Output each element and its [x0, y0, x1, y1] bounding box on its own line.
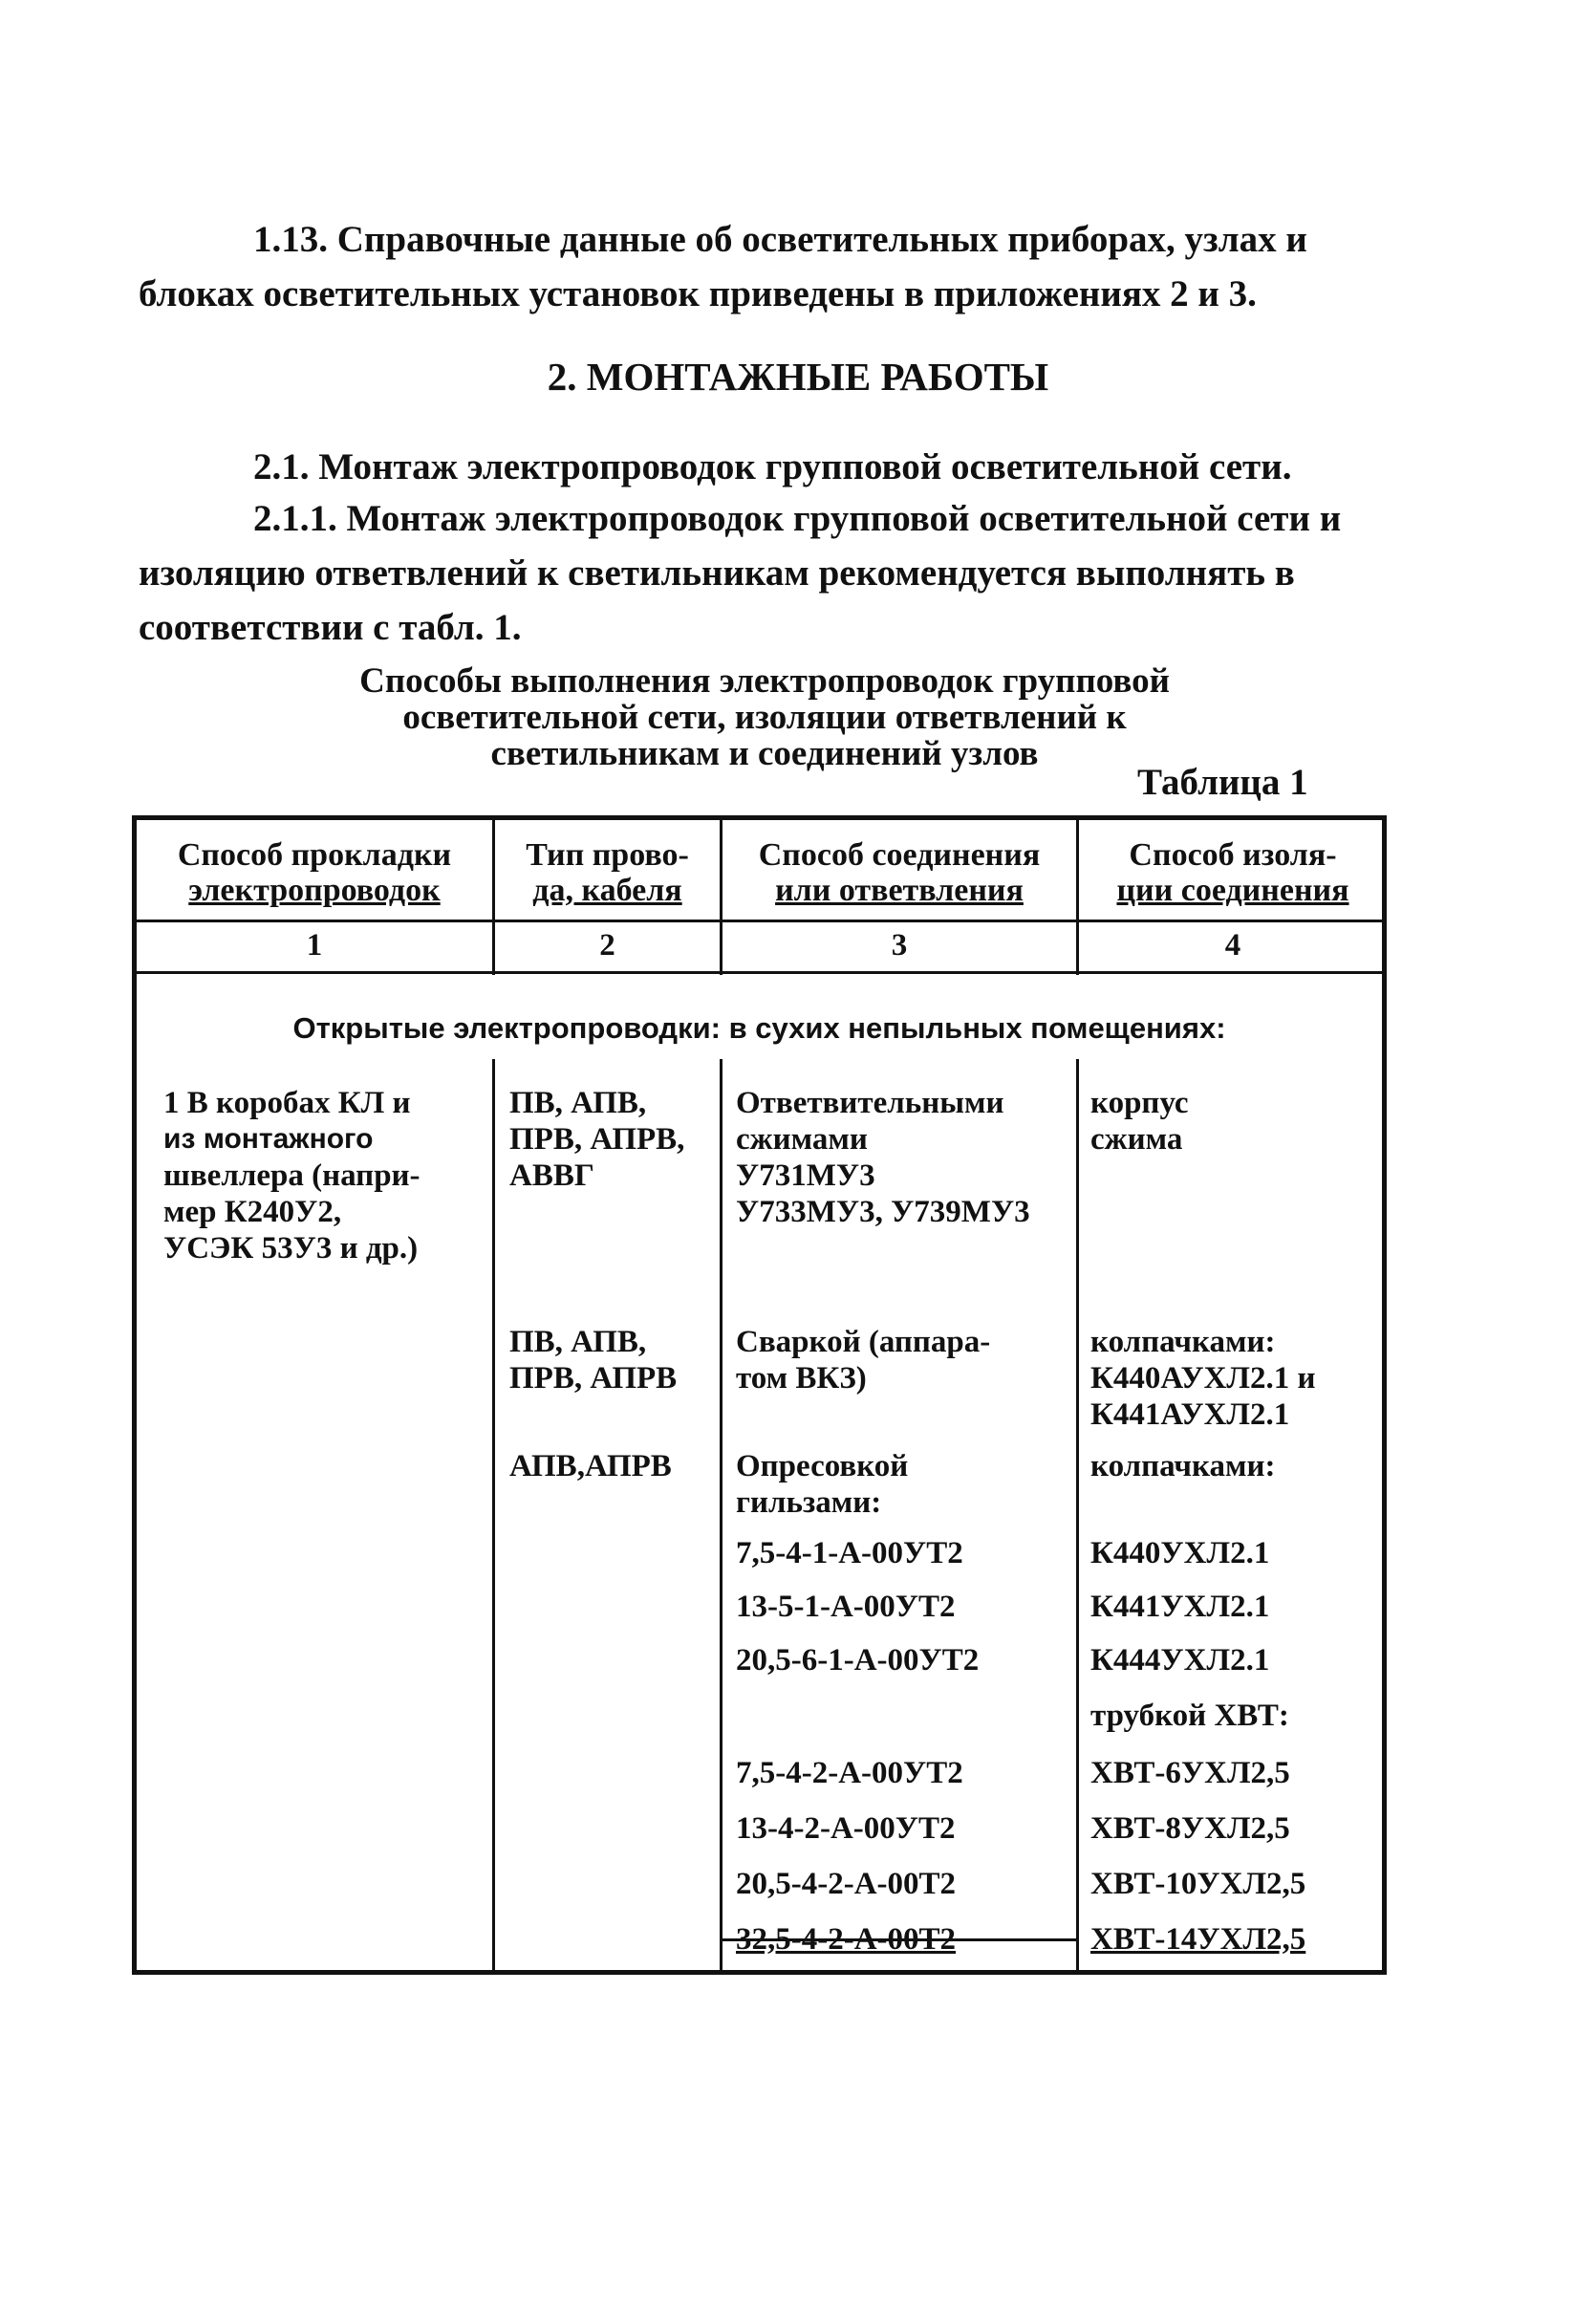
row-divider — [137, 971, 1382, 974]
sleeve-insulation: ХВТ-10УХЛ2,5 — [1090, 1867, 1306, 1901]
caption-line: Способы выполнения электропроводок групповой — [359, 661, 1170, 701]
sleeve-insulation: трубкой ХВТ: — [1090, 1699, 1289, 1733]
paragraph-2-1-1: 2.1.1. Монтаж электропроводок групповой осветительной сети и изоляцию ответвлений к светильникам рекомендуется выполнять в соответствии с табл. 1. — [139, 498, 1342, 648]
header-col-2: Тип прово- да, кабеля — [526, 837, 689, 908]
caption-line: осветительной сети, изоляции ответвлений к — [402, 698, 1127, 737]
column-divider — [492, 1059, 495, 1975]
sleeve-insulation: К440УХЛ2.1 — [1090, 1536, 1270, 1570]
column-number-1: 1 — [306, 928, 323, 963]
sleeve-method: 20,5-6-1-А-00УТ2 — [736, 1643, 980, 1677]
group3-insulation: колпачками: — [1090, 1449, 1276, 1483]
sleeve-method: 13-4-2-А-00УТ2 — [736, 1811, 956, 1846]
sleeve-method: 13-5-1-А-00УТ2 — [736, 1590, 956, 1624]
col1-installation-method: 1 В коробах КЛ и из монтажного швеллера (напри- мер К240У2, УСЭК 53У3 и др.) — [163, 1086, 421, 1266]
section-title: 2. МОНТАЖНЫЕ РАБОТЫ — [547, 355, 1049, 399]
group3-wire-type: АПВ,АПРВ — [509, 1449, 672, 1483]
table-label: Таблица 1 — [1137, 762, 1308, 803]
sleeve-insulation: К444УХЛ2.1 — [1090, 1643, 1270, 1677]
table-1 — [132, 815, 1387, 1975]
sleeve-method: 7,5-4-1-А-00УТ2 — [736, 1536, 963, 1570]
sleeve-insulation: ХВТ-8УХЛ2,5 — [1090, 1811, 1290, 1846]
column-divider — [720, 1059, 723, 1975]
group1-connection-method: Ответвительными сжимами У731МУ3 У733МУ3, У739МУ3 — [736, 1086, 1030, 1229]
sleeve-method: 7,5-4-2-А-00УТ2 — [736, 1756, 963, 1790]
group3-connection-method: Опресовкой гильзами: — [736, 1449, 909, 1520]
sleeve-method: 32,5-4-2-А-00Т2 — [736, 1922, 957, 1957]
sleeve-insulation: К441УХЛ2.1 — [1090, 1590, 1270, 1624]
column-divider — [1076, 1059, 1079, 1975]
header-col-4: Способ изоля- ции соединения — [1116, 837, 1349, 908]
column-number-3: 3 — [891, 928, 908, 963]
row-divider — [137, 920, 1382, 922]
group2-insulation: колпачками: К440АУХЛ2.1 и К441АУХЛ2.1 — [1090, 1325, 1316, 1432]
column-number-4: 4 — [1224, 928, 1241, 963]
header-col-3: Способ соединения или ответвления — [758, 837, 1041, 908]
paragraph-2-1: 2.1. Монтаж электропроводок групповой осветительной сети. — [253, 446, 1292, 487]
section-row: Открытые электропроводки: в сухих непыльных помещениях: — [292, 1011, 1226, 1045]
group2-connection-method: Сваркой (аппара- том ВКЗ) — [736, 1325, 991, 1396]
table-caption — [191, 663, 1338, 772]
group2-wire-type: ПВ, АПВ, ПРВ, АПРВ — [509, 1325, 678, 1396]
group1-wire-type: ПВ, АПВ, ПРВ, АПРВ, АВВГ — [509, 1086, 685, 1193]
column-number-2: 2 — [599, 928, 615, 963]
sleeve-insulation: ХВТ-6УХЛ2,5 — [1090, 1756, 1290, 1790]
header-col-1: Способ прокладки электропроводок — [177, 837, 452, 908]
group1-insulation: корпус сжима — [1090, 1086, 1189, 1157]
sleeve-method: 20,5-4-2-А-00Т2 — [736, 1867, 957, 1901]
caption-line: светильникам и соединений узлов — [490, 734, 1039, 773]
sleeve-insulation: ХВТ-14УХЛ2,5 — [1090, 1922, 1306, 1957]
paragraph-1-13: 1.13. Справочные данные об осветительных приборах, узлах и блоках осветительных установок приведены в приложениях 2 и 3. — [139, 219, 1307, 314]
